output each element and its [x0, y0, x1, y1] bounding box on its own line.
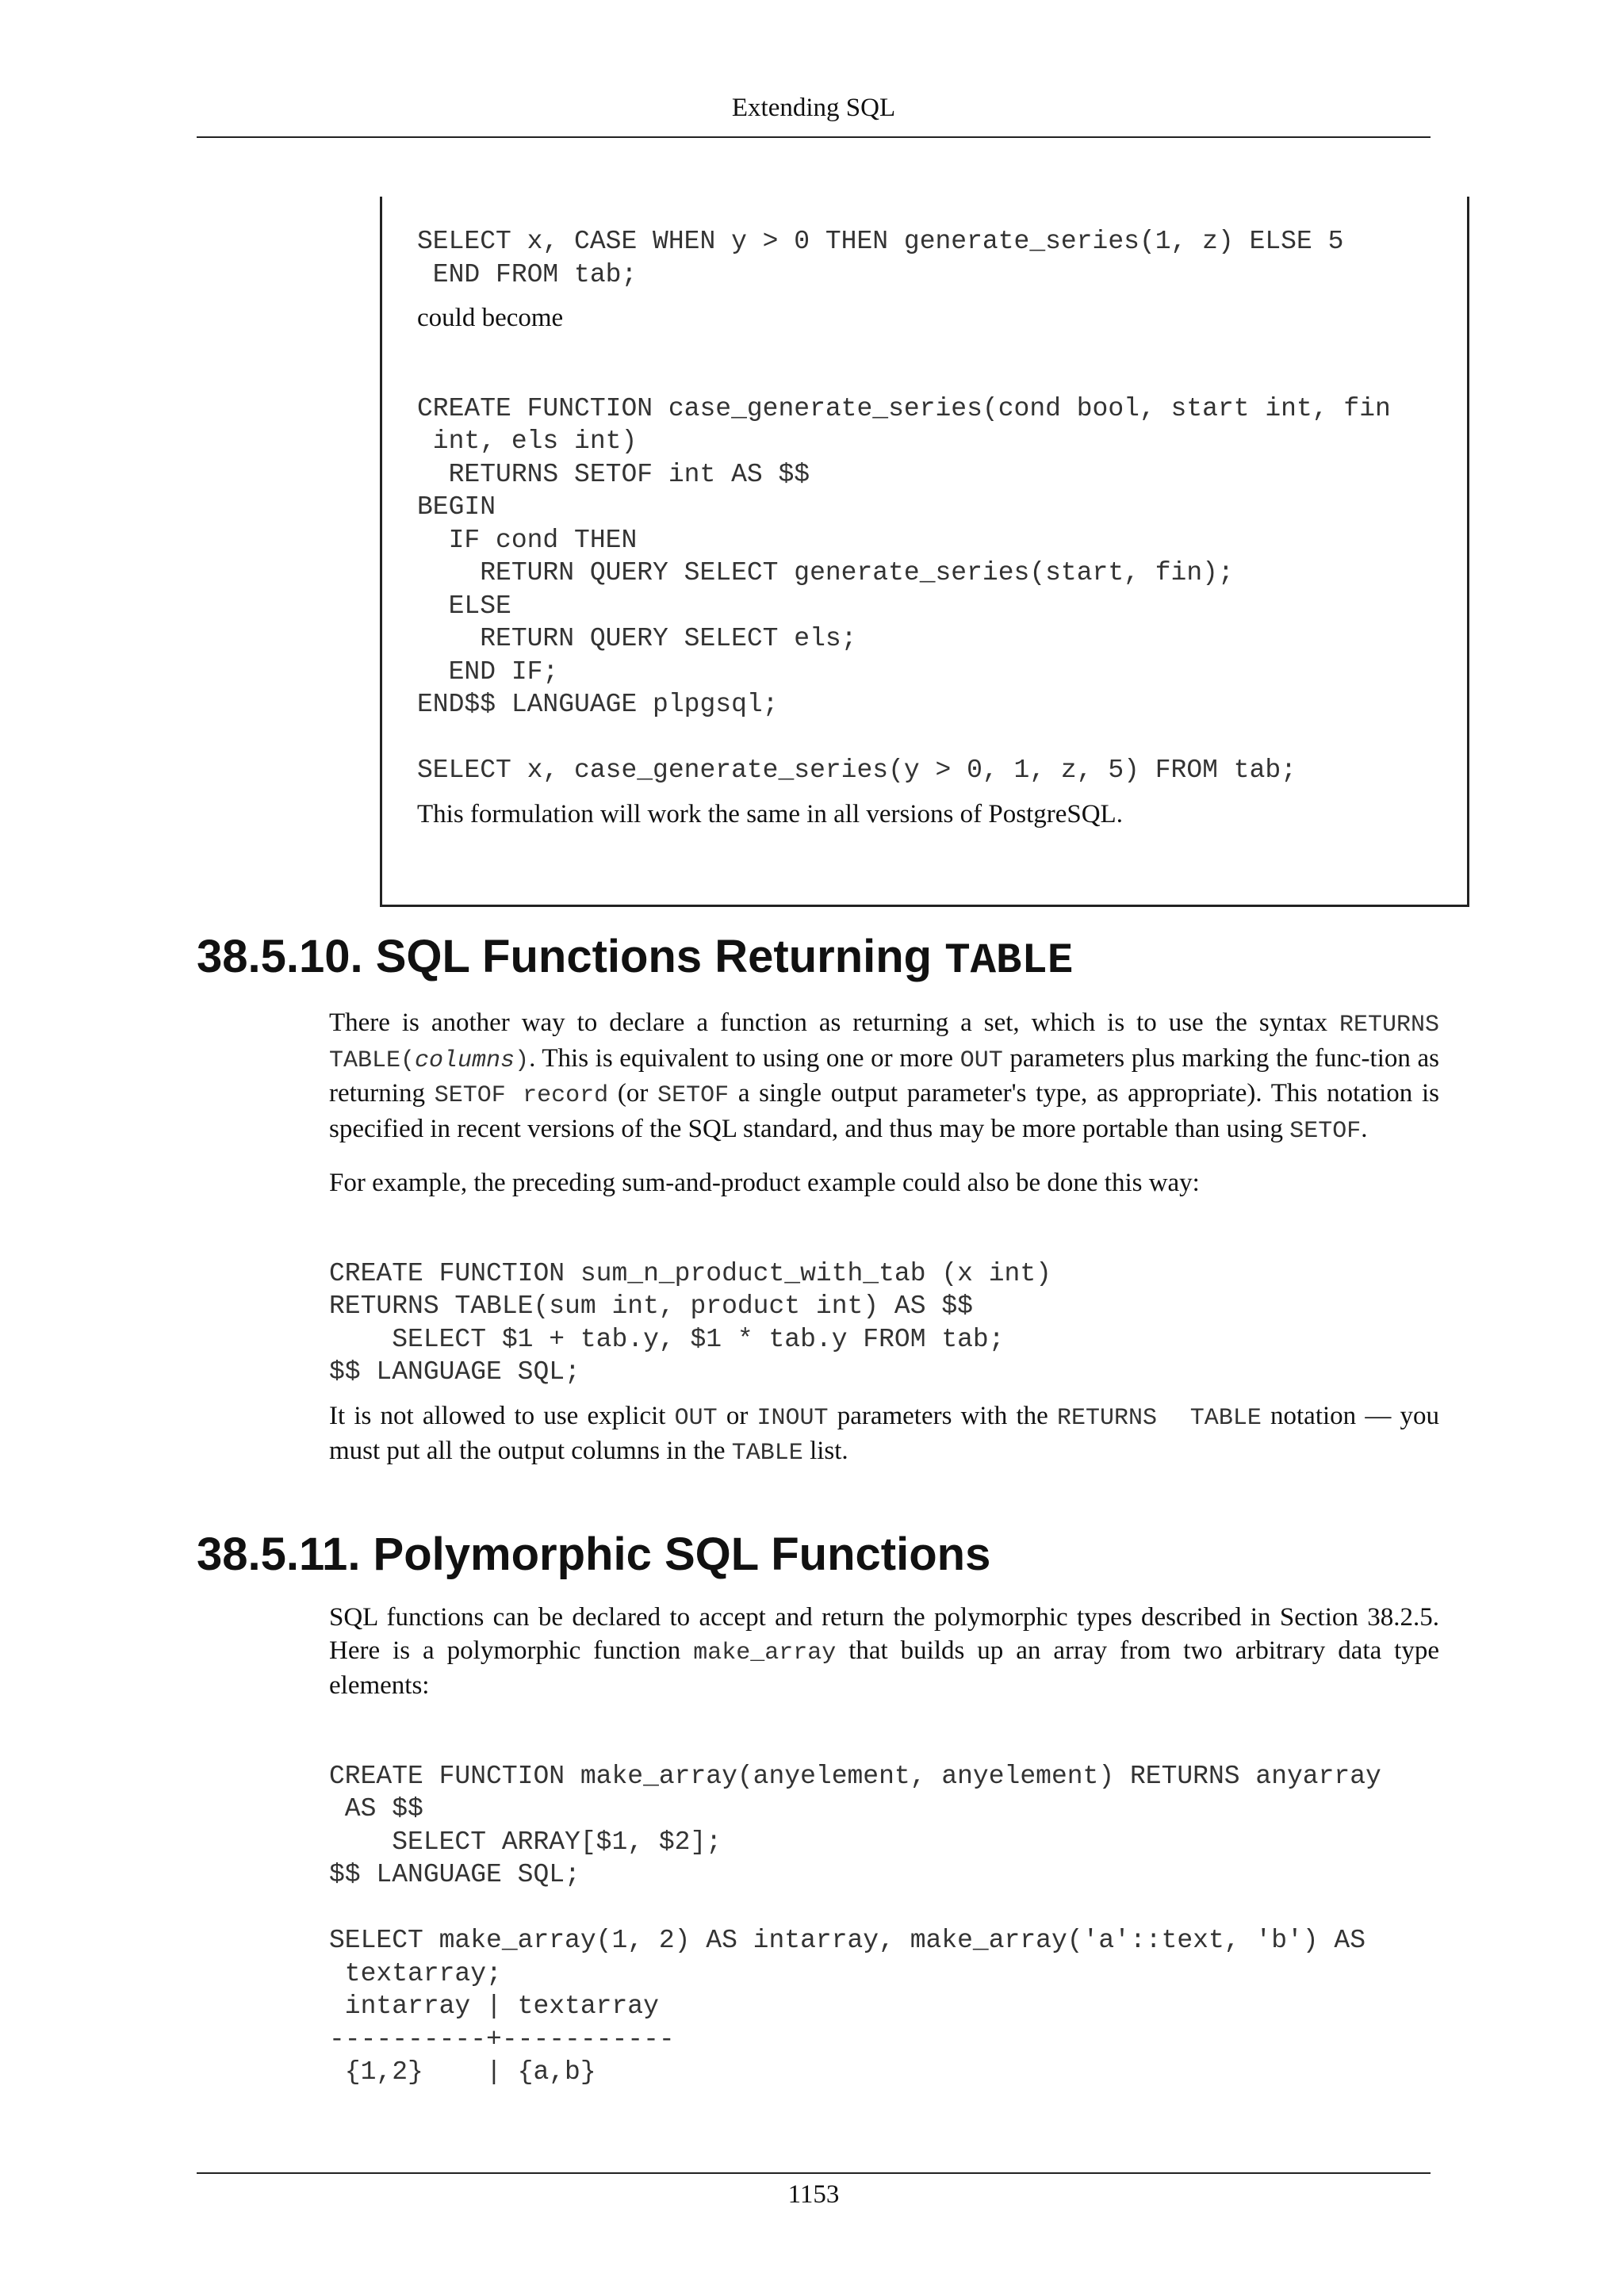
- section-heading-polymorphic: 38.5.11. Polymorphic SQL Functions: [197, 1529, 991, 1580]
- note-text-could-become: could become: [417, 304, 564, 332]
- section-heading-text: 38.5.10. SQL Functions Returning: [197, 931, 945, 982]
- note-box: [380, 197, 1469, 907]
- running-header: Extending SQL: [731, 94, 896, 122]
- section-polymorphic-body: [329, 1601, 1439, 2089]
- paragraph-example-intro: For example, the preceding sum-and-product example could also be done this way:: [329, 1169, 1200, 1197]
- section-heading-returning-table: [197, 929, 1073, 989]
- section-heading-code: TABLE: [944, 937, 1074, 985]
- section-returning-table-body: [329, 1007, 1439, 1471]
- note-content: [417, 225, 1459, 831]
- footer-rule: [197, 2172, 1431, 2174]
- header-rule: [197, 136, 1431, 138]
- page-number: 1153: [787, 2180, 840, 2209]
- paragraph-out-inout-note: It is not allowed to use explicit OUT or INOUT parameters with the RETURNS TABLE notation — you must put all the output columns in the TABLE list.: [329, 1401, 1439, 1467]
- paragraph-polymorphic-intro: SQL functions can be declared to accept and return the polymorphic types described in Section 38.2.5. Here is a polymorphic function make_array that builds up an array from two arbitrary data type elements:: [329, 1603, 1440, 1700]
- paragraph-returns-table-intro: There is another way to declare a function as returning a set, which is to use the syntax RETURNS TABLE(columns). This is equivalent to using one or more OUT parameters plus marking the func-tion as returning SETOF record (or SETOF a single output parameter's type, as appropriate). This notation is specified in recent versions of the SQL standard, and thus may be more portable than using SETOF.: [329, 1008, 1440, 1145]
- note-code-case: SELECT x, CASE WHEN y > 0 THEN generate_series(1, z) ELSE 5 END FROM tab;: [417, 227, 1344, 289]
- note-code-function: CREATE FUNCTION case_generate_series(cond bool, start int, fin int, els int) RETURNS SETOF int AS $$ BEGIN IF cond THEN RETURN QUERY SELECT generate_series(start, fin); ELSE RETURN QUERY SELECT els; END IF; END$$ LANGUAGE plpgsql; SELECT x, case_generate_series(y > 0, 1, z, 5) FROM tab;: [417, 393, 1391, 785]
- code-sum-n-product: CREATE FUNCTION sum_n_product_with_tab (x int) RETURNS TABLE(sum int, product int) AS $$ SELECT $1 + tab.y, $1 * tab.y FROM tab; $$ LANGUAGE SQL;: [329, 1258, 1051, 1387]
- note-text-formulation: This formulation will work the same in all versions of PostgreSQL.: [417, 799, 1123, 828]
- code-make-array: CREATE FUNCTION make_array(anyelement, anyelement) RETURNS anyarray AS $$ SELECT ARRAY[$1, $2]; $$ LANGUAGE SQL; SELECT make_array(1, 2) AS intarray, make_array('a'::text, 'b') AS textarray; intarray | textarray ----------+----------- {1,2} | {a,b}: [329, 1761, 1381, 2087]
